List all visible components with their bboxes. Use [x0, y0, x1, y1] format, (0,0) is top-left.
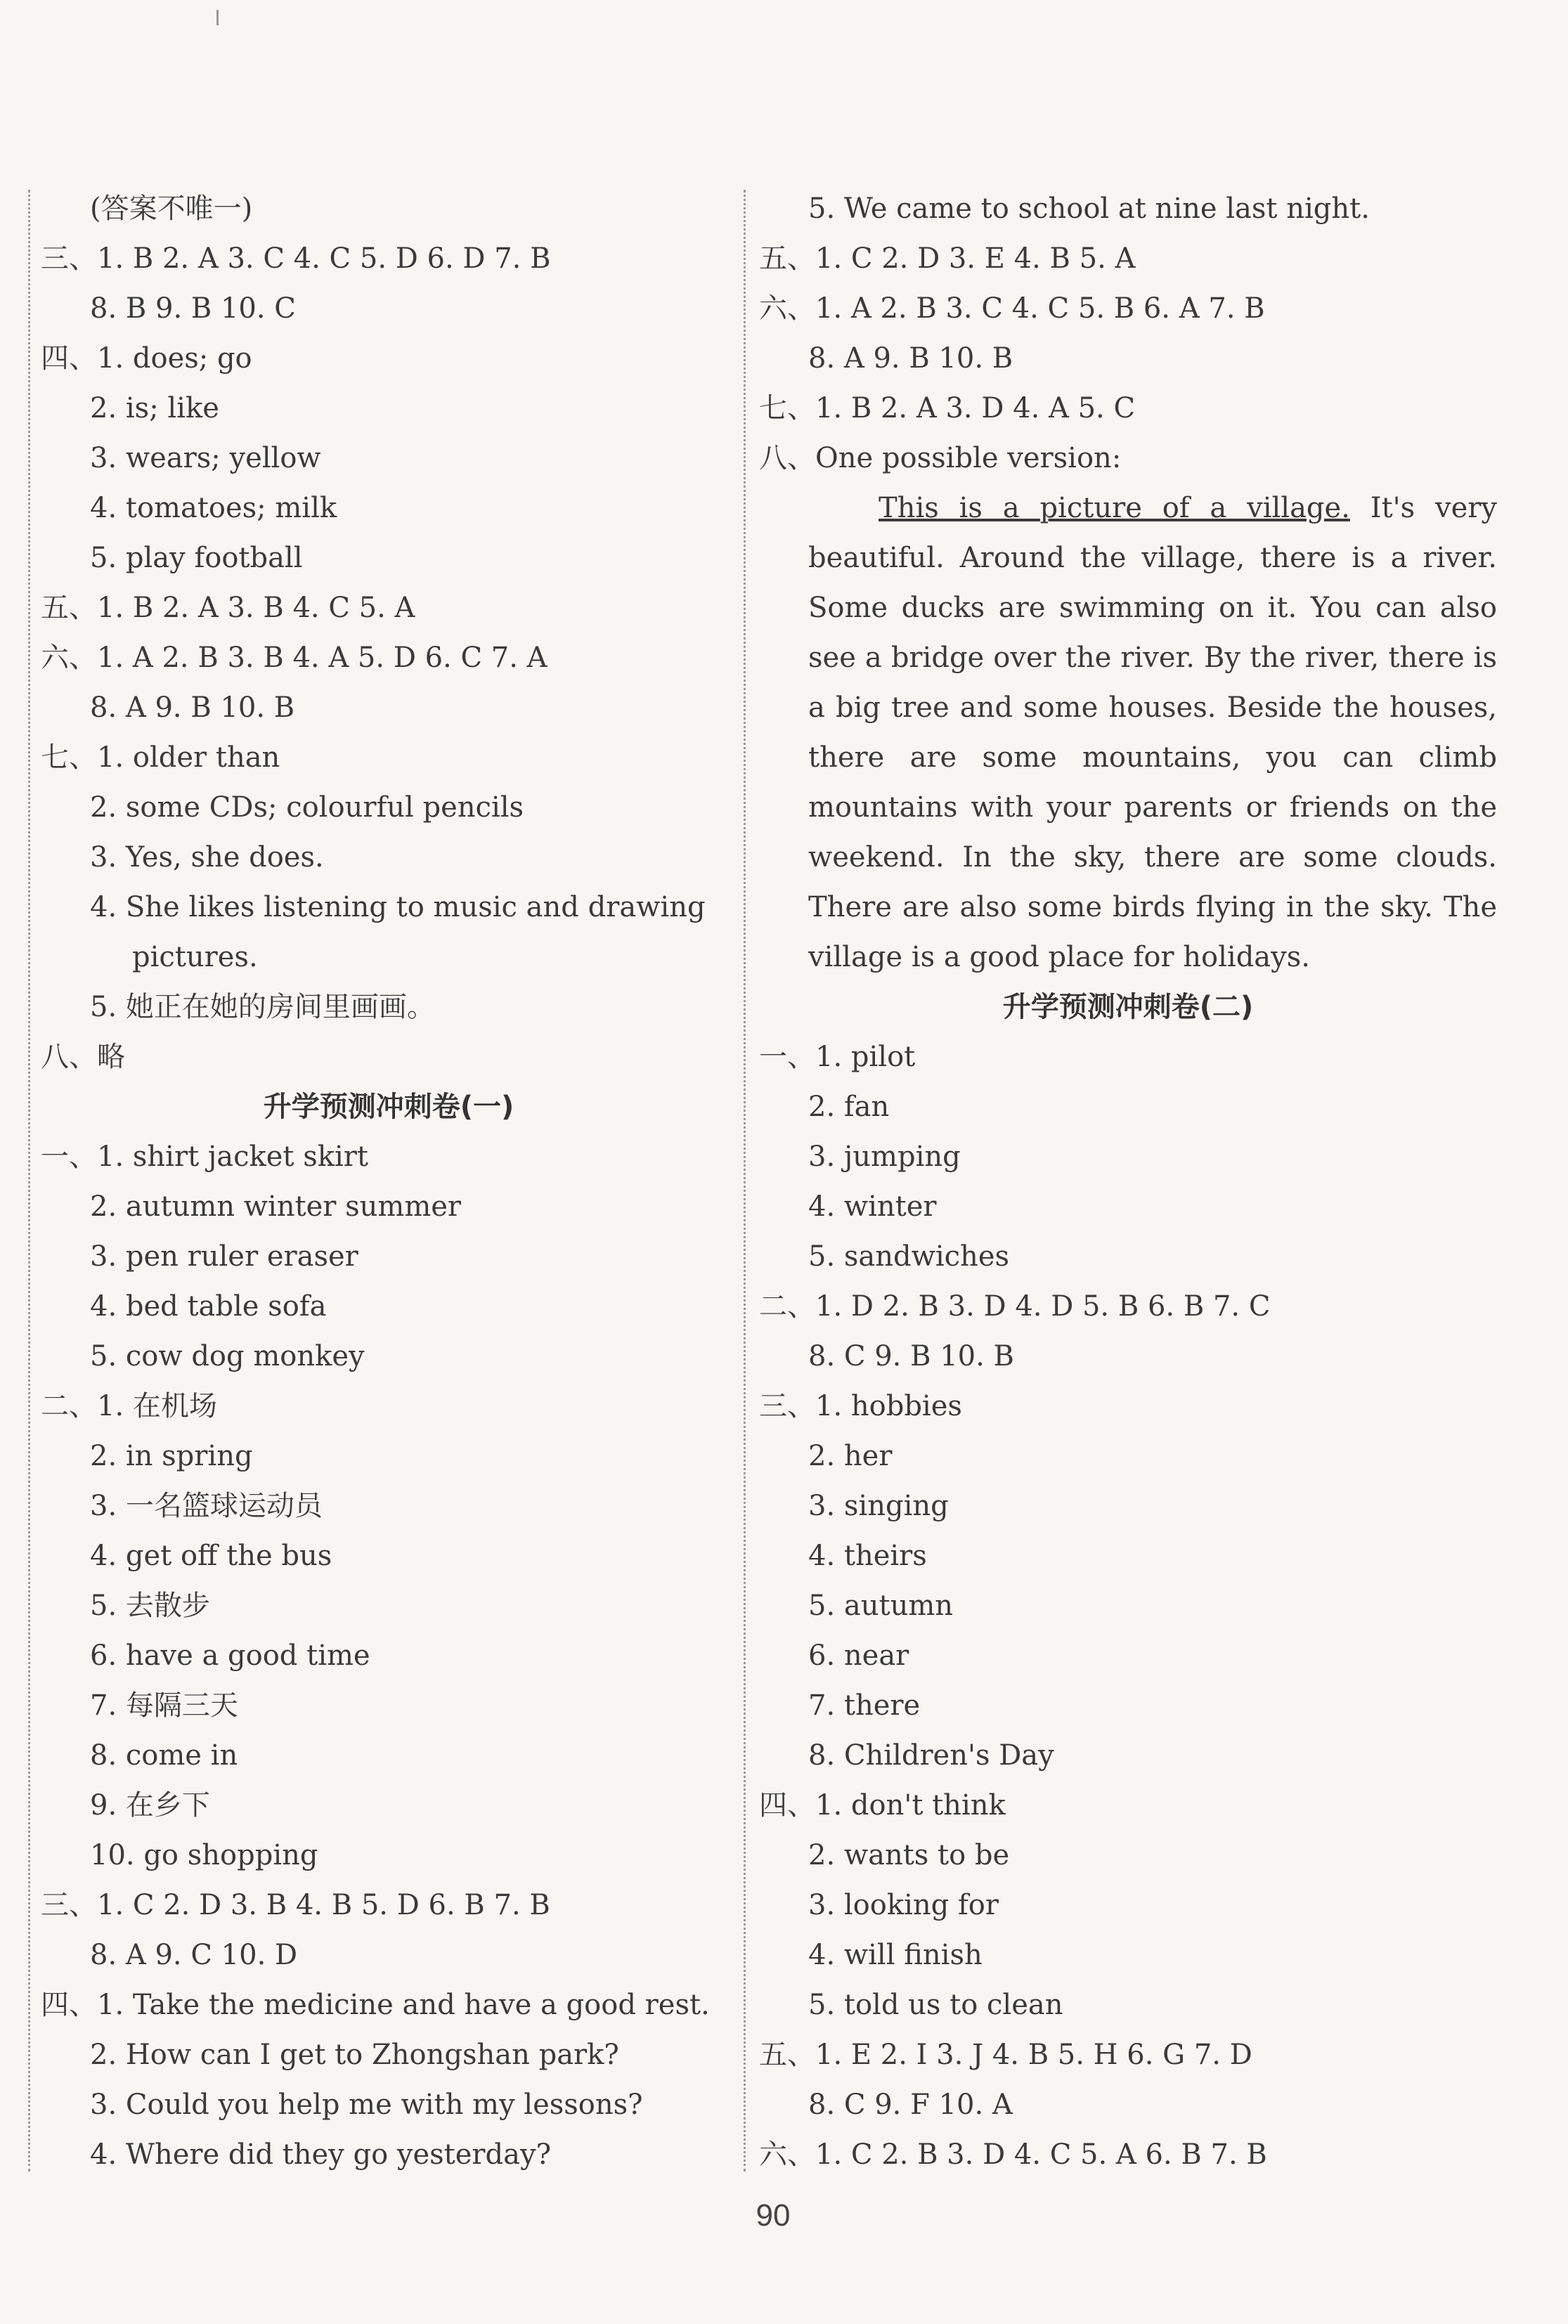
answer-line: 7. there: [808, 1689, 921, 1722]
answer-line: 7. 每隔三天: [90, 1689, 238, 1722]
answer-line: 6. have a good time: [90, 1640, 370, 1672]
answer-line: 4. will finish: [808, 1939, 983, 1971]
answer-line: 2. some CDs; colourful pencils: [90, 791, 524, 824]
answer-line: 8. come in: [90, 1739, 238, 1772]
answer-line: 4. She likes listening to music and drawing: [90, 891, 706, 923]
answer-line: 4. winter: [808, 1190, 937, 1223]
answer-line: 四、1. does; go: [41, 342, 252, 375]
essay-body: It's very beautiful. Around the village, there is a river. Some ducks are swimming on it. You can also see a bridge over the river. By the river, there is a big tree and some houses. Beside the houses, there are some mountains, you can climb mountains with your parents or friends on the weekend. In the sky, there are some clouds. There are also some birds flying in the sky. The village is a good place for holidays.: [808, 492, 1497, 973]
scan-mark: [216, 10, 219, 25]
answer-line: 8. Children's Day: [808, 1739, 1054, 1772]
answer-line: 七、1. B 2. A 3. D 4. A 5. C: [759, 392, 1136, 424]
answer-line: 4. theirs: [808, 1540, 927, 1572]
answer-line: 七、1. older than: [41, 741, 280, 774]
answer-line: 2. is; like: [90, 392, 219, 424]
answer-line: 3. Could you help me with my lessons?: [90, 2089, 643, 2121]
answer-line: 八、略: [41, 1041, 125, 1073]
right-column-bottom: [759, 982, 1497, 2180]
section-title: 升学预测冲刺卷(一): [263, 1091, 514, 1123]
answer-line: 2. her: [808, 1440, 893, 1472]
answer-line: 8. C 9. F 10. A: [808, 2089, 1013, 2121]
answer-line: 3. singing: [808, 1490, 949, 1522]
answer-line: 5. autumn: [808, 1590, 954, 1622]
answer-line: 3. Yes, she does.: [90, 841, 324, 874]
section-title: 升学预测冲刺卷(二): [1002, 991, 1254, 1023]
answer-line: 5. 去散步: [90, 1590, 210, 1622]
answer-line: 3. looking for: [808, 1889, 999, 1921]
answer-line: 8. B 9. B 10. C: [90, 292, 296, 325]
answer-line: 8. A 9. B 10. B: [90, 692, 295, 724]
answer-line: 9. 在乡下: [90, 1789, 210, 1822]
answer-line: 2. wants to be: [808, 1839, 1010, 1871]
answer-line: 2. autumn winter summer: [90, 1190, 462, 1223]
answer-line: 一、1. shirt jacket skirt: [41, 1141, 368, 1173]
answer-line: 三、1. hobbies: [759, 1390, 962, 1422]
answer-line: 5. told us to clean: [808, 1989, 1063, 2021]
answer-line: 5. We came to school at nine last night.: [808, 193, 1370, 225]
answer-line: 5. play football: [90, 542, 303, 574]
page-number: 90: [756, 2198, 791, 2233]
answer-line: 5. cow dog monkey: [90, 1340, 365, 1372]
answer-line: 4. get off the bus: [90, 1540, 332, 1572]
answer-line: 四、1. Take the medicine and have a good rest.: [41, 1989, 710, 2021]
answer-line: 8. C 9. B 10. B: [808, 1340, 1014, 1372]
column-divider: [744, 190, 746, 2172]
answer-line: 8. A 9. C 10. D: [90, 1939, 298, 1971]
answer-line: 4. tomatoes; milk: [90, 492, 337, 524]
essay-paragraph: [759, 483, 1497, 982]
answer-line: 3. pen ruler eraser: [90, 1240, 358, 1273]
answer-line: 六、1. A 2. B 3. B 4. A 5. D 6. C 7. A: [41, 642, 547, 674]
answer-line: 8. A 9. B 10. B: [808, 342, 1013, 375]
answer-line: 3. jumping: [808, 1141, 961, 1173]
answer-line: 2. fan: [808, 1091, 890, 1123]
answer-line: 3. 一名篮球运动员: [90, 1490, 323, 1522]
answer-line: 五、1. C 2. D 3. E 4. B 5. A: [759, 242, 1136, 275]
answer-line: 八、One possible version:: [759, 442, 1122, 474]
answer-line: 三、1. B 2. A 3. C 4. C 5. D 6. D 7. B: [41, 242, 551, 275]
answer-line: 五、1. B 2. A 3. B 4. C 5. A: [41, 592, 415, 624]
answer-line: 五、1. E 2. I 3. J 4. B 5. H 6. G 7. D: [759, 2039, 1252, 2071]
answer-line: 6. near: [808, 1640, 909, 1672]
right-column: [759, 184, 1497, 2171]
answer-line: 二、1. 在机场: [41, 1390, 217, 1422]
answer-line: 六、1. C 2. B 3. D 4. C 5. A 6. B 7. B: [759, 2138, 1267, 2171]
answer-line: 三、1. C 2. D 3. B 4. B 5. D 6. B 7. B: [41, 1889, 550, 1921]
answer-line: 2. in spring: [90, 1440, 253, 1472]
answer-line: 4. Where did they go yesterday?: [90, 2138, 552, 2171]
answer-line: (答案不唯一): [90, 193, 253, 225]
essay-underlined-sentence: This is a picture of a village.: [879, 492, 1350, 524]
answer-line: pictures.: [132, 941, 258, 973]
answer-line: 5. 她正在她的房间里画画。: [90, 991, 435, 1023]
answer-line: 5. sandwiches: [808, 1240, 1010, 1273]
right-column-top: [759, 184, 1497, 483]
answer-line: 一、1. pilot: [759, 1041, 916, 1073]
answer-line: 六、1. A 2. B 3. C 4. C 5. B 6. A 7. B: [759, 292, 1265, 325]
left-margin-rule: [28, 190, 30, 2172]
left-column: [41, 184, 737, 2171]
answer-line: 四、1. don't think: [759, 1789, 1006, 1822]
answer-line: 二、1. D 2. B 3. D 4. D 5. B 6. B 7. C: [759, 1290, 1271, 1323]
answer-line: 10. go shopping: [90, 1839, 318, 1871]
answer-line: 2. How can I get to Zhongshan park?: [90, 2039, 619, 2071]
answer-line: 3. wears; yellow: [90, 442, 321, 474]
answer-line: 4. bed table sofa: [90, 1290, 327, 1323]
